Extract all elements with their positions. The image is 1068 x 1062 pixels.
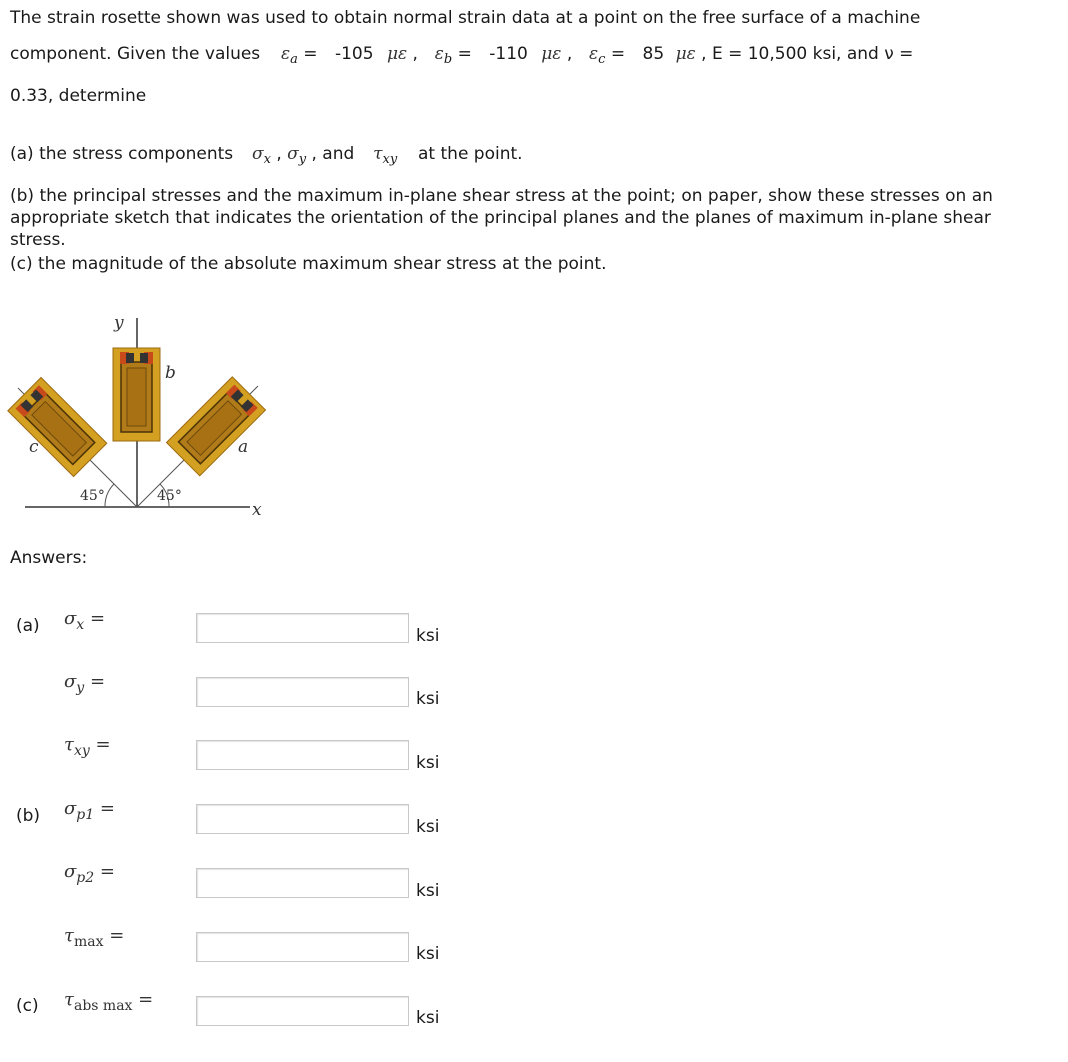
comma-2: , (566, 44, 573, 64)
part-a-and: , and (311, 144, 355, 164)
tau-xy-unit: ksi (416, 753, 440, 773)
problem-line-1: The strain rosette shown was used to obtain normal strain data at a point on the free surface of a machine (10, 8, 921, 28)
sigma-y-input[interactable] (196, 677, 409, 707)
label-c: c (29, 437, 39, 457)
answer-sigma-p1-label (64, 798, 115, 823)
label-a: a (238, 437, 249, 457)
strain-b-symbol: ε (434, 44, 444, 64)
tau-max-input[interactable] (196, 932, 409, 962)
comma-1: , (412, 44, 418, 64)
answer-tau-abs-max-subscript: abs max (73, 998, 133, 1014)
angle-label-right: 45° (157, 488, 182, 504)
material-props: , E = 10,500 ksi, and ν = (701, 44, 914, 64)
answer-tau-max-subscript: max (73, 934, 104, 950)
sigma-p2-input[interactable] (196, 868, 409, 898)
given-values-label: component. Given the values (10, 44, 261, 64)
problem-line-2 (10, 44, 914, 67)
strain-c-unit: με (675, 44, 696, 64)
strain-a-equals: = (303, 44, 318, 64)
answer-sigma-x-equals: = (89, 608, 106, 629)
gauge-a (167, 377, 266, 476)
answer-sigma-x-label (64, 608, 106, 633)
answer-sigma-y-subscript: y (76, 680, 85, 696)
answer-part-b-label: (b) (16, 806, 41, 826)
strain-a-value: -105 (334, 44, 374, 64)
sigma-x-input[interactable] (196, 613, 409, 643)
comma-3: , (276, 144, 282, 164)
strain-a-unit: με (386, 44, 408, 64)
problem-line-3: 0.33, determine (10, 86, 147, 106)
sigma-y-symbol: σ (287, 144, 299, 164)
part-a-text (10, 144, 523, 167)
sigma-x-unit: ksi (416, 626, 440, 646)
answer-sigma-p1-symbol: σ (64, 798, 77, 819)
answers-heading: Answers: (10, 548, 88, 568)
tau-xy-subscript: xy (382, 152, 398, 167)
strain-b-subscript: b (443, 52, 453, 67)
answer-tau-abs-max-equals: = (138, 989, 154, 1010)
strain-a-subscript: a (290, 52, 298, 67)
strain-b-value: -110 (489, 44, 528, 64)
answer-sigma-y-equals: = (89, 671, 106, 692)
part-a-suffix: at the point. (418, 144, 523, 164)
answer-tau-xy-symbol: τ (64, 734, 74, 755)
part-b-text: (b) the principal stresses and the maximum in-plane shear stress at the point; on paper, show these stresses on an appropriate sketch that indicates the orientation of the principal planes and the planes of maximum in-plane shear stress. (10, 186, 993, 250)
answer-part-a-label: (a) (16, 616, 40, 636)
answer-part-c-label: (c) (16, 996, 39, 1016)
answer-sigma-p2-subscript: p2 (76, 870, 95, 886)
sigma-p1-input[interactable] (196, 804, 409, 834)
sigma-y-subscript: y (298, 152, 307, 167)
answer-sigma-p2-label (64, 861, 115, 886)
answer-tau-max-label (64, 925, 125, 950)
angle-label-left: 45° (80, 488, 105, 504)
sigma-x-symbol: σ (251, 144, 264, 164)
angle-arc-left (105, 484, 114, 507)
part-c-text: (c) the magnitude of the absolute maximum shear stress at the point. (10, 254, 607, 274)
strain-c-subscript: c (598, 52, 606, 67)
answer-tau-abs-max-label (64, 989, 154, 1014)
answer-tau-max-symbol: τ (64, 925, 74, 946)
sigma-y-unit: ksi (416, 689, 440, 709)
sigma-p1-unit: ksi (416, 817, 440, 837)
strain-c-value: 85 (642, 44, 665, 64)
strain-a-symbol: ε (280, 44, 291, 64)
answer-tau-abs-max-symbol: τ (64, 989, 74, 1010)
tau-xy-symbol: τ (373, 144, 383, 164)
answer-tau-xy-equals: = (95, 734, 111, 755)
label-x: x (252, 500, 262, 520)
answer-sigma-x-symbol: σ (64, 608, 77, 629)
tau-abs-max-input[interactable] (196, 996, 409, 1026)
tau-max-unit: ksi (416, 944, 440, 964)
label-y: y (114, 313, 124, 333)
answer-tau-max-equals: = (109, 925, 125, 946)
strain-b-unit: με (541, 44, 562, 64)
answer-sigma-p2-symbol: σ (64, 861, 77, 882)
label-b: b (165, 363, 176, 383)
answer-tau-xy-subscript: xy (73, 743, 90, 759)
strain-c-equals: = (610, 44, 626, 64)
part-a-prefix: (a) the stress components (10, 144, 234, 164)
tau-abs-max-unit: ksi (416, 1008, 440, 1028)
strain-b-equals: = (457, 44, 472, 64)
tau-xy-input[interactable] (196, 740, 409, 770)
answer-sigma-y-symbol: σ (64, 671, 77, 692)
strain-c-symbol: ε (589, 44, 599, 64)
answer-sigma-p2-equals: = (99, 861, 115, 882)
answer-tau-xy-label (64, 734, 111, 759)
sigma-p2-unit: ksi (416, 881, 440, 901)
answer-sigma-p1-equals: = (99, 798, 115, 819)
sigma-x-subscript: x (263, 152, 271, 167)
strain-rosette-figure (0, 300, 300, 530)
answer-sigma-y-label (64, 671, 106, 696)
answer-sigma-x-subscript: x (76, 617, 85, 633)
answer-sigma-p1-subscript: p1 (76, 807, 95, 823)
gauge-b (113, 348, 160, 441)
